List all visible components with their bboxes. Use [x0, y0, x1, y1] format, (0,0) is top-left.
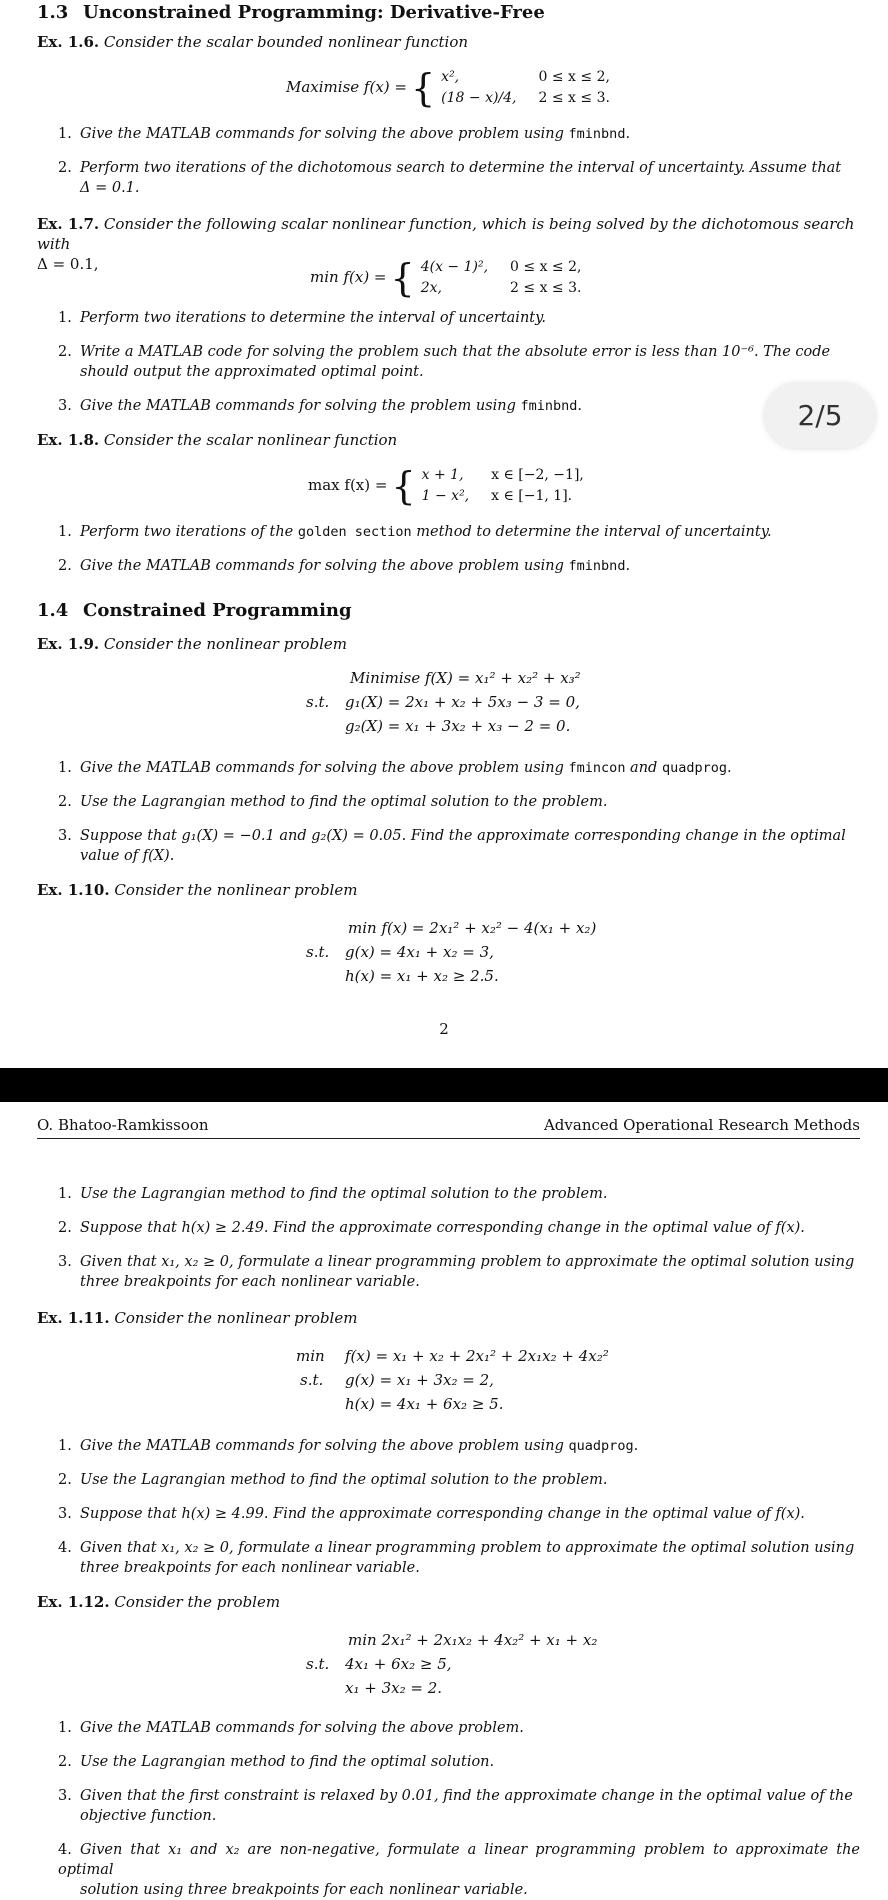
exercise-1-9-intro: Ex. 1.9. Consider the nonlinear problem: [37, 635, 348, 653]
exercise-1-10-objective: min f(x) = 2x₁² + x₂² − 4(x₁ + x₂): [348, 919, 597, 937]
exercise-1-11-item-2: 2. Use the Lagrangian method to find the optimal solution to the problem.: [58, 1472, 608, 1488]
exercise-1-10-item-3: 3. Given that x₁, x₂ ≥ 0, formulate a linear programming problem to approximate the optimal solution using three breakpoints for each nonlinear variable.: [58, 1254, 855, 1290]
exercise-1-7-equation: min f(x) = { 4(x − 1)², 0 ≤ x ≤ 2, 2x, 2 ≤ x ≤ 3.: [310, 256, 582, 300]
section-1-3-heading: 1.3 Unconstrained Programming: Derivative-Free: [37, 2, 545, 23]
exercise-1-11-objective: f(x) = x₁ + x₂ + 2x₁² + 2x₁x₂ + 4x₂²: [345, 1347, 609, 1365]
exercise-1-10-st: s.t.: [306, 943, 330, 961]
exercise-1-6-equation: Maximise f(x) = { x², 0 ≤ x ≤ 2, (18 − x)/4, 2 ≤ x ≤ 3.: [286, 66, 610, 110]
page-indicator-badge: 2/5: [764, 382, 876, 448]
exercise-1-8-intro: Ex. 1.8. Consider the scalar nonlinear function: [37, 431, 398, 449]
page-number: 2: [439, 1020, 449, 1038]
exercise-1-11-min: min: [296, 1347, 325, 1365]
header-author: O. Bhatoo-Ramkissoon: [37, 1116, 209, 1134]
exercise-1-12-constraint-2: x₁ + 3x₂ = 2.: [345, 1679, 443, 1697]
exercise-1-8-item-1: 1. Perform two iterations of the golden section method to determine the interval of uncertainty.: [58, 524, 772, 540]
header-rule: [37, 1138, 860, 1139]
exercise-1-12-item-4: 4. Given that x₁ and x₂ are non-negative, formulate a linear programming problem to approximate the optimal solution using three breakpoints for each nonlinear variable.: [58, 1842, 860, 1898]
section-1-4-heading: 1.4 Constrained Programming: [37, 600, 352, 621]
exercise-1-10-constraint-1: g(x) = 4x₁ + x₂ = 3,: [345, 943, 494, 961]
header-course: Advanced Operational Research Methods: [543, 1116, 860, 1134]
exercise-1-9-item-2: 2. Use the Lagrangian method to find the optimal solution to the problem.: [58, 794, 608, 810]
exercise-1-12-item-2: 2. Use the Lagrangian method to find the optimal solution.: [58, 1754, 495, 1770]
exercise-1-12-st: s.t.: [306, 1655, 330, 1673]
exercise-1-11-intro: Ex. 1.11. Consider the nonlinear problem: [37, 1309, 358, 1327]
exercise-1-9-item-1: 1. Give the MATLAB commands for solving the above problem using fmincon and quadprog.: [58, 760, 732, 776]
exercise-1-7-item-3: 3. Give the MATLAB commands for solving the problem using fminbnd.: [58, 398, 583, 414]
exercise-1-12-item-1: 1. Give the MATLAB commands for solving the above problem.: [58, 1720, 524, 1736]
page-2: [0, 1102, 888, 1900]
exercise-1-6-intro: Ex. 1.6. Consider the scalar bounded nonlinear function: [37, 33, 469, 51]
exercise-1-8-equation: max f(x) = { x + 1, x ∈ [−2, −1], 1 − x², x ∈ [−1, 1].: [308, 464, 584, 508]
exercise-1-9-constraint-2: g₂(X) = x₁ + 3x₂ + x₃ − 2 = 0.: [345, 717, 571, 735]
exercise-1-7-item-2: 2. Write a MATLAB code for solving the problem such that the absolute error is less than 10⁻⁶. The code should output the approximated optimal point.: [58, 344, 831, 380]
exercise-1-12-intro: Ex. 1.12. Consider the problem: [37, 1593, 281, 1611]
exercise-1-8-item-2: 2. Give the MATLAB commands for solving the above problem using fminbnd.: [58, 558, 631, 574]
exercise-1-6-item-1: 1. Give the MATLAB commands for solving the above problem using fminbnd.: [58, 126, 631, 142]
page-separator: [0, 1068, 888, 1102]
exercise-1-9-st: s.t.: [306, 693, 330, 711]
exercise-1-11-item-3: 3. Suppose that h(x) ≥ 4.99. Find the approximate corresponding change in the optimal value of f(x).: [58, 1506, 805, 1522]
exercise-1-11-st: s.t.: [300, 1371, 324, 1389]
exercise-1-11-item-1: 1. Give the MATLAB commands for solving the above problem using quadprog.: [58, 1438, 639, 1454]
exercise-1-11-constraint-1: g(x) = x₁ + 3x₂ = 2,: [345, 1371, 494, 1389]
exercise-1-11-item-4: 4. Given that x₁, x₂ ≥ 0, formulate a linear programming problem to approximate the optimal solution using three breakpoints for each nonlinear variable.: [58, 1540, 855, 1576]
exercise-1-12-constraint-1: 4x₁ + 6x₂ ≥ 5,: [345, 1655, 452, 1673]
exercise-1-10-intro: Ex. 1.10. Consider the nonlinear problem: [37, 881, 358, 899]
exercise-1-12-item-3: 3. Given that the first constraint is relaxed by 0.01, find the approximate change in the optimal value of the objective function.: [58, 1788, 853, 1824]
exercise-1-7-item-1: 1. Perform two iterations to determine the interval of uncertainty.: [58, 310, 546, 326]
exercise-1-7-intro: Ex. 1.7. Consider the following scalar nonlinear function, which is being solved by the dichotomous search with Δ = 0.1,: [37, 215, 855, 273]
exercise-1-9-constraint-1: g₁(X) = 2x₁ + x₂ + 5x₃ − 3 = 0,: [345, 693, 580, 711]
exercise-1-10-item-2: 2. Suppose that h(x) ≥ 2.49. Find the approximate corresponding change in the optimal value of f(x).: [58, 1220, 805, 1236]
exercise-1-10-constraint-2: h(x) = x₁ + x₂ ≥ 2.5.: [345, 967, 499, 985]
exercise-1-12-objective: min 2x₁² + 2x₁x₂ + 4x₂² + x₁ + x₂: [348, 1631, 598, 1649]
exercise-1-9-objective: Minimise f(X) = x₁² + x₂² + x₃²: [350, 669, 581, 687]
exercise-1-11-constraint-2: h(x) = 4x₁ + 6x₂ ≥ 5.: [345, 1395, 504, 1413]
exercise-1-9-item-3: 3. Suppose that g₁(X) = −0.1 and g₂(X) = 0.05. Find the approximate corresponding change in the optimal value of f(X).: [58, 828, 846, 864]
exercise-1-10-item-1: 1. Use the Lagrangian method to find the optimal solution to the problem.: [58, 1186, 608, 1202]
exercise-1-6-item-2: 2. Perform two iterations of the dichotomous search to determine the interval of uncertainty. Assume that Δ = 0.1.: [58, 160, 842, 196]
